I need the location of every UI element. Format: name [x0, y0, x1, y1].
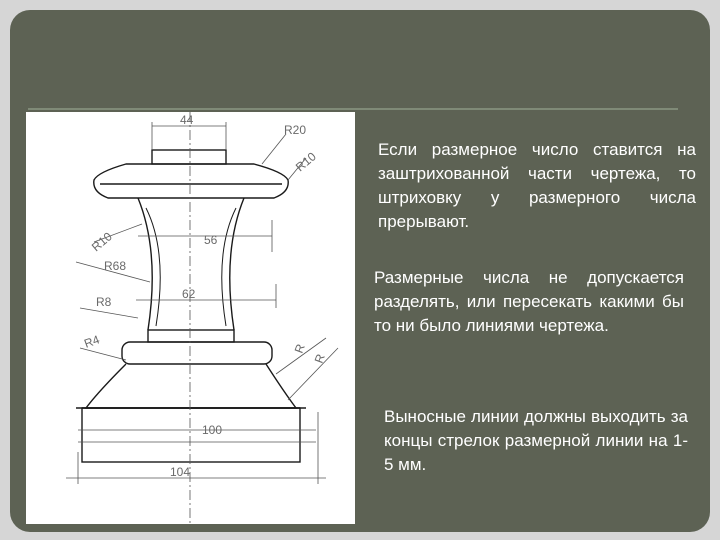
dim-r20: R20	[284, 123, 307, 137]
torus	[122, 342, 272, 364]
dim-waist-width: 62	[182, 287, 196, 301]
dim-r68: R68	[104, 259, 127, 273]
plinth	[82, 408, 300, 462]
base-curve	[86, 364, 296, 408]
dim-base-outer: 104	[170, 465, 191, 479]
dim-base-inner: 100	[202, 423, 223, 437]
dim-r10-left: R10	[88, 229, 115, 255]
rule-text-extension-lines: Выносные линии должны выходить за концы стрелок размерной линии на 1-5 мм.	[384, 407, 688, 474]
title-divider	[28, 108, 678, 110]
dim-mid-width: 56	[204, 233, 218, 247]
cap-top	[152, 150, 226, 164]
rule-text-no-crossing: Размерные числа не допускается разделять, или пересекать какими бы то ни было линиями чертежа.	[374, 268, 684, 335]
dim-r10-right: R10	[292, 149, 319, 175]
dim-r8: R8	[96, 295, 112, 309]
dim-r-b: R	[311, 352, 328, 366]
dim-r-a: R	[291, 342, 308, 356]
dim-r4: R4	[82, 332, 102, 351]
drawing-svg	[26, 112, 355, 524]
collar	[148, 330, 234, 342]
rule-text-hatching: Если размерное число ставится на заштрихованной части чертежа, то штриховку у размерного числа прерывают.	[378, 140, 696, 231]
dim-top-width: 44	[180, 113, 194, 127]
baluster-drawing	[26, 112, 355, 524]
cap-body	[94, 164, 288, 198]
